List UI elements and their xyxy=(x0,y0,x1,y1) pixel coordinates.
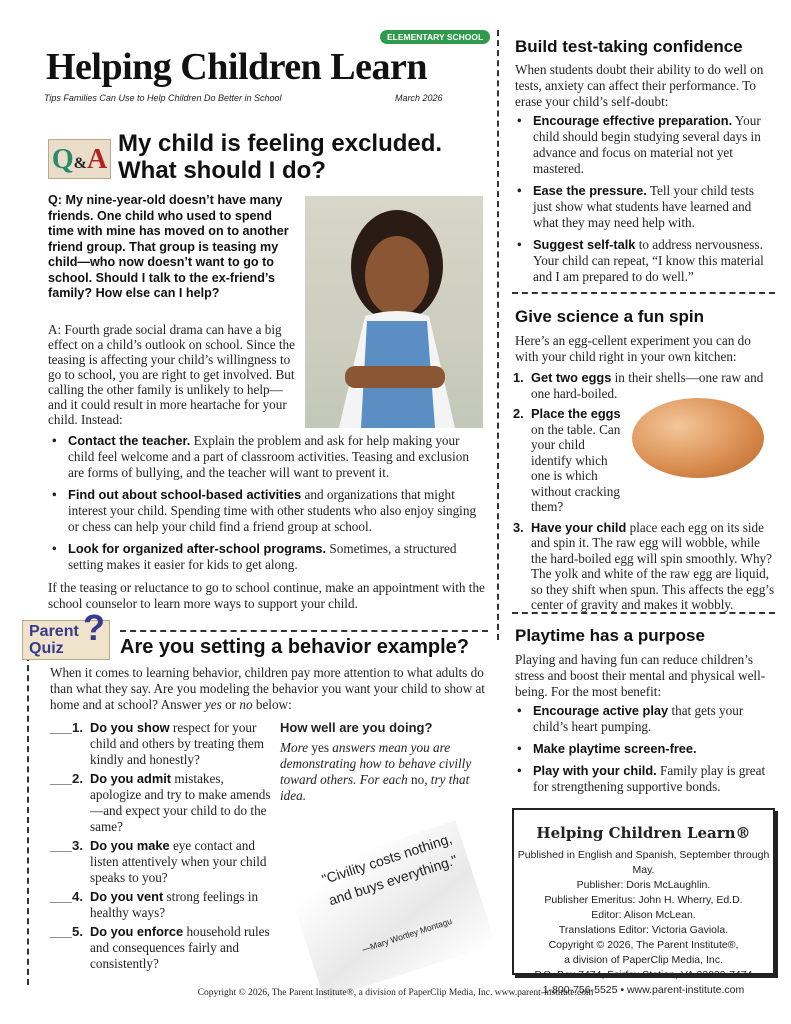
play-title: Playtime has a purpose xyxy=(515,626,705,645)
credits-title: Helping Children Learn® xyxy=(536,824,751,842)
credit-line: Translations Editor: Victoria Gaviola. xyxy=(558,924,729,936)
list-item: 1. Get two eggs in their shells—one raw and one hard-boiled. xyxy=(513,370,764,401)
quiz-item: ___1. Do you show respect for your child and others by treating them kindly and honestly? xyxy=(50,720,264,767)
qa-title: My child is feeling excluded. What should I do? xyxy=(118,130,443,184)
list-item: 3. Have your child place each egg on its side and spin it. The raw egg will wobble, while the hard-boiled egg will spin smoothly. Why? The yolk and white of the raw egg are liquid, so they shift when spun. This affects the egg’s center of gravity and makes it wobbly. xyxy=(513,519,775,612)
test-title: Build test-taking confidence xyxy=(515,37,743,56)
qa-answer: A: Fourth grade social drama can have a big effect on a child’s outlook on school. Since the teasing is affecting your child’s willingness to go to school, you are right to get involved. But calling the other family is unlikely to help—and it could result in more heartache for your child. Instead: xyxy=(48,322,295,427)
quiz-item: ___2. Do you admit mistakes, apologize and try to make amends—and expect your child to do the same? xyxy=(50,771,271,834)
qa-closing: If the teasing or reluctance to go to school continue, make an appointment with the school counselor to learn more ways to support your child. xyxy=(48,580,485,611)
list-item: • Suggest self-talk to address nervousness. Your child can repeat, “I know this material and I am prepared to do well.” xyxy=(513,237,775,285)
quiz-intro: When it comes to learning behavior, children pay more attention to what adults do than what they say. Are you modeling the behavior you want your child to show at home and at school? Answer yes or no below: xyxy=(50,665,485,712)
divider xyxy=(120,630,488,632)
footer-copyright: Copyright © 2026, The Parent Institute®, a division of PaperClip Media, Inc. www.parent-institute.com xyxy=(197,988,594,998)
science-title: Give science a fun spin xyxy=(515,307,704,326)
play-intro: Playing and having fun can reduce children’s stress and boost their mental and physical well-being. For the most benefit: xyxy=(515,652,766,699)
divider xyxy=(512,292,775,294)
grade-badge: ELEMENTARY SCHOOL xyxy=(380,30,490,44)
quiz-title: Are you setting a behavior example? xyxy=(120,636,469,658)
score-title: How well are you doing? xyxy=(280,720,433,735)
credit-line: Publisher: Doris McLaughlin. xyxy=(576,879,711,891)
test-intro: When students doubt their ability to do well on tests, anxiety can affect their performance. To erase your child’s self-doubt: xyxy=(515,62,764,109)
score-text: More yes answers mean you are demonstrating how to behave civilly toward others. For each no, try that idea. xyxy=(280,740,472,803)
newsletter-title: Helping Children Learn xyxy=(46,46,428,88)
list-item: • Play with your child. Family play is great for strengthening supportive bonds. xyxy=(513,763,775,795)
qa-bullets xyxy=(48,433,488,573)
play-bullets xyxy=(513,703,775,795)
issue-date: March 2026 xyxy=(395,93,443,103)
child-photo xyxy=(305,196,483,428)
credits-box xyxy=(512,808,775,996)
quiz-items xyxy=(50,720,275,975)
list-item: • Ease the pressure. Tell your child tests just show what students have learned and what they may need help with. xyxy=(513,183,775,231)
test-bullets xyxy=(513,113,775,285)
quiz-item: ___3. Do you make eye contact and listen attentively when your child speaks to you? xyxy=(50,838,267,885)
list-item: • Encourage active play that gets your child’s heart pumping. xyxy=(513,703,775,735)
credit-line: a division of PaperClip Media, Inc. xyxy=(564,954,723,966)
qa-question: Q: My nine-year-old doesn’t have many friends. One child who used to spend time with mine has moved on to another friend group. That group is teasing my child—who now doesn’t want to go to school. Should I talk to the ex-friend’s family? How else can I help? xyxy=(48,193,289,300)
credit-line: 1-800-756-5525 • www.parent-institute.com xyxy=(542,984,745,996)
list-item: • Look for organized after-school programs. Sometimes, a structured setting makes it easier for kids to get along. xyxy=(48,541,488,573)
list-item: 2. Place the eggs on the table. Can your child identify which one is which without cracking them? xyxy=(513,406,621,514)
quote-author: —Mary Wortley Montagu xyxy=(360,915,454,955)
qa-icon: Q&A xyxy=(48,139,111,179)
science-steps xyxy=(513,370,775,618)
list-item: • Find out about school-based activities and organizations that might interest your child. Spending time with other students who also enjoy singing or chess can help your child find a friend group at school. xyxy=(48,487,488,535)
credit-line: Copyright © 2026, The Parent Institute®, xyxy=(548,939,739,951)
list-item: • Make playtime screen-free. xyxy=(513,741,775,757)
parent-quiz-icon: Parent Quiz ? xyxy=(22,620,110,660)
divider xyxy=(512,612,775,614)
quiz-item: ___5. Do you enforce household rules and consequences fairly and consistently? xyxy=(50,924,270,971)
list-item: • Encourage effective preparation. Your child should begin studying several days in advance and focus on material not yet mastered. xyxy=(513,113,775,177)
quote: "Civility costs nothing, and buys everything." xyxy=(319,830,460,909)
credit-line: P.O. Box 7474, Fairfax Station, VA 22039-7474 xyxy=(534,969,753,981)
credit-line: Editor: Alison McLean. xyxy=(591,909,696,921)
science-intro: Here’s an egg-cellent experiment you can do with your child right in your own kitchen: xyxy=(515,333,751,364)
quiz-item: ___4. Do you vent strong feelings in healthy ways? xyxy=(50,889,259,920)
list-item: • Contact the teacher. Explain the problem and ask for help making your child feel welcome and a part of classroom activities. Teasing and exclusion are forms of bullying, and the teacher will want to prevent it. xyxy=(48,433,488,481)
divider xyxy=(497,30,499,640)
credit-line: Published in English and Spanish, September through May. xyxy=(517,849,770,876)
divider xyxy=(27,655,29,985)
credit-line: Publisher Emeritus: John H. Wherry, Ed.D. xyxy=(544,894,743,906)
tagline: Tips Families Can Use to Help Children Do Better in School xyxy=(44,93,282,103)
